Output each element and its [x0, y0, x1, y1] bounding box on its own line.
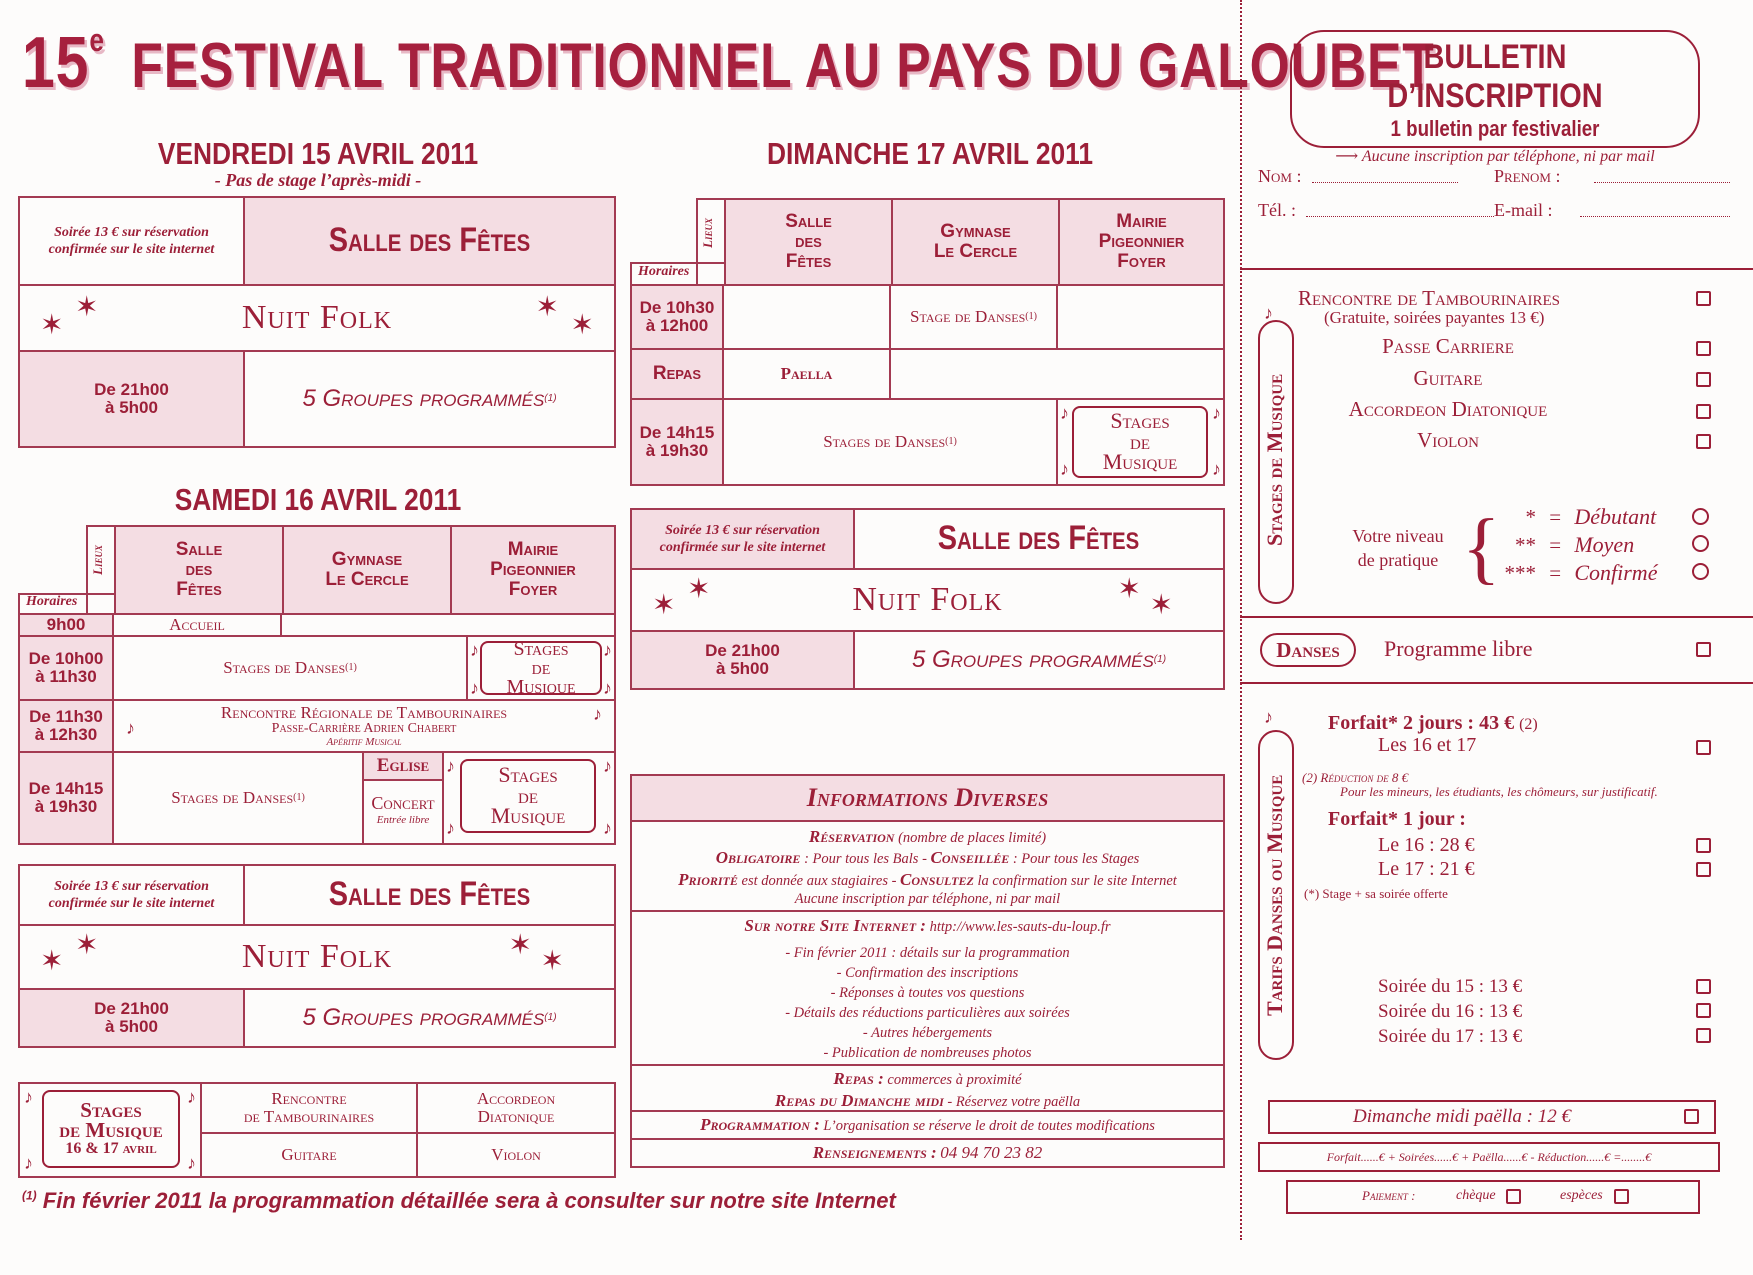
music-note-icon: ♪ — [24, 1087, 33, 1107]
concert: Concert Entrée libre — [364, 781, 444, 843]
email-label: E-mail : — [1494, 200, 1553, 220]
nuit-folk: ✶ ✶ Nuit Folk ✶ ✶ — [20, 286, 614, 352]
music-note-icon: ♪ — [470, 640, 479, 660]
festival-title — [22, 22, 1435, 104]
violon-checkbox[interactable] — [1696, 434, 1711, 449]
level-confirme: *** = Confirmé — [1504, 560, 1658, 585]
soiree-info: Soirée 13 € sur réservation confirmée sur le site internet — [632, 510, 855, 570]
music-note-icon: ♪ — [603, 640, 612, 660]
music-note-icon: ♪ — [446, 756, 455, 776]
danses-label: Danses — [1260, 633, 1356, 667]
star-icon: ✶ — [540, 946, 564, 977]
paiement-box: Paiement : chèque espèces — [1286, 1180, 1700, 1214]
music-note-icon: ♪ — [470, 678, 479, 698]
stage-offer: (*) Stage + sa soirée offerte — [1304, 886, 1448, 901]
repas: Repas — [632, 350, 724, 400]
bulletin-sub: 1 bulletin par festivalier — [1390, 116, 1600, 141]
dimanche-table — [630, 198, 1225, 486]
venue-gymnase: Gymnase Le Cercle — [282, 525, 450, 613]
star-icon: ✶ — [570, 310, 594, 341]
hours: De 21h00 à 5h00 — [20, 352, 245, 446]
forfait-16: Le 16 : 28 € — [1378, 834, 1475, 856]
venue-salle-des-fetes: Salle des Fêtes — [245, 198, 614, 286]
star-icon: ✶ — [40, 310, 64, 341]
music-note-icon: ♪ — [593, 704, 602, 724]
prenom-field[interactable] — [1594, 182, 1730, 183]
samedi-soiree-table — [18, 864, 616, 1048]
confirme-radio[interactable] — [1692, 563, 1709, 580]
reduction-sub: Pour les mineurs, les étudiants, les chômeurs, sur justificatif. — [1340, 784, 1658, 799]
music-note-icon: ♪ — [1060, 403, 1069, 423]
soiree-15: Soirée du 15 : 13 € — [1378, 976, 1523, 997]
passe-option: Passe Carriere — [1382, 334, 1514, 358]
soiree-17: Soirée du 17 : 13 € — [1378, 1026, 1523, 1047]
music-note-icon: ♪ — [24, 1153, 33, 1173]
stages-danses: Stages de Danses (1) — [724, 400, 1058, 484]
nom-label: Nom : — [1258, 166, 1302, 186]
venue-mairie: Mairie Pigeonnier Foyer — [1058, 198, 1225, 284]
stages-summary-box — [18, 1082, 616, 1178]
star-icon: ✶ — [1117, 574, 1141, 605]
venue-salle-des-fetes: Salle des Fêtes — [114, 525, 282, 613]
guitare: Guitare — [200, 1134, 418, 1176]
forfait-1-jour: Forfait* 1 jour : — [1328, 808, 1466, 830]
star-icon: ✶ — [535, 292, 559, 323]
forfait-2-checkbox[interactable] — [1696, 740, 1711, 755]
danses-checkbox[interactable] — [1696, 642, 1711, 657]
reservation-section: Réservation (nombre de places limité) Obligatoire : Pour tous les Bals - Conseillée : Pour tous les Stages Priorité est donnée aux stagiaires - Consultez la confirmation sur le site Internet Aucune inscription par téléphone, ni par mail — [632, 822, 1223, 912]
bulletin-warning: ⟶ Aucune inscription par téléphone, ni par mail — [1335, 148, 1655, 165]
groups-programmed: 5 Groupes programmés (1) — [911, 646, 1167, 674]
soiree-17-checkbox[interactable] — [1696, 1028, 1711, 1043]
rencontre-option: Rencontre de Tambourinaires — [1298, 286, 1560, 310]
paella-checkbox[interactable] — [1684, 1109, 1699, 1124]
level-moyen: ** = Moyen — [1515, 532, 1635, 557]
stages-musique-badge: Stages de Musique — [460, 759, 596, 833]
cheque-checkbox[interactable] — [1506, 1189, 1521, 1204]
rencontre-regionale: Rencontre Régionale de Tambourinaires — [220, 703, 508, 722]
hours: De 10h00 à 11h30 — [20, 637, 114, 701]
star-icon: ✶ — [508, 930, 532, 961]
site-section: Sur notre Site Internet : http://www.les-sauts-du-loup.fr - Fin février 2011 : détails sur la programmation - Confirmation des inscriptions - Réponses à toutes vos questions - Détails des réductions particulières aux soirées - Autres hébergements - Publication de nombreuses photos — [632, 912, 1223, 1066]
prenom-label: Prenom : — [1494, 166, 1561, 186]
music-note-icon: ♪ — [1212, 403, 1221, 423]
brace: { — [1462, 504, 1501, 592]
forfait-16-checkbox[interactable] — [1696, 838, 1711, 853]
accordeon-checkbox[interactable] — [1696, 404, 1711, 419]
violon-option: Violon — [1417, 428, 1479, 452]
accordeon-option: Accordeon Diatonique — [1348, 397, 1548, 421]
music-note-icon: ♪ — [1264, 303, 1273, 323]
festival-number: 15 — [22, 23, 90, 103]
lieux-corner — [18, 525, 114, 613]
music-note-icon: ♪ — [126, 718, 135, 738]
venue-salle-des-fetes: Salle des Fêtes — [245, 866, 614, 926]
informations-box — [630, 774, 1225, 1168]
bulletin-title: BULLETIN D’INSCRIPTION — [1387, 38, 1603, 115]
vendredi-subtitle: - Pas de stage l’après-midi - — [214, 170, 422, 190]
guitare-option: Guitare — [1413, 366, 1483, 390]
soiree-15-checkbox[interactable] — [1696, 979, 1711, 994]
groups-programmed: 5 Groupes programmés (1) — [302, 385, 557, 413]
stage-danses: Stage de Danses (1) — [891, 286, 1058, 350]
level-debutant: * = Débutant — [1525, 504, 1657, 529]
forfait-17-checkbox[interactable] — [1696, 862, 1711, 877]
music-note-icon: ♪ — [1060, 459, 1069, 479]
stages-danses: Stages de Danses (1) — [114, 637, 468, 701]
music-note-icon: ♪ — [1212, 459, 1221, 479]
stages-musique-badge: Stages de Musique — [480, 641, 602, 695]
programme-libre: Programme libre — [1384, 636, 1533, 661]
accordeon-diatonique: Accordeon Diatonique — [418, 1084, 614, 1134]
paella: Paella — [724, 350, 891, 400]
venue-gymnase: Gymnase Le Cercle — [891, 198, 1058, 284]
stages-danses: Stages de Danses (1) — [114, 753, 364, 843]
soiree-info: Soirée 13 € sur réservation confirmée sur le site internet — [20, 866, 245, 926]
moyen-radio[interactable] — [1692, 535, 1709, 552]
horaires-label: Horaires — [638, 264, 690, 279]
aperitif: Apéritif Musical — [326, 736, 402, 748]
hours: De 14h15 à 19h30 — [20, 753, 114, 843]
lieux-corner — [630, 198, 724, 284]
hours: De 21h00 à 5h00 — [20, 990, 245, 1046]
repas-section: Repas : commerces à proximité Repas du Dimanche midi - Réservez votre paëlla — [632, 1066, 1223, 1112]
rencontre-checkbox[interactable] — [1696, 291, 1711, 306]
eglise: Eglise — [364, 753, 444, 781]
email-field[interactable] — [1580, 216, 1730, 217]
rencontre-tambourinaires: Rencontre de Tambourinaires — [200, 1084, 418, 1134]
guitare-checkbox[interactable] — [1696, 372, 1711, 387]
forfait-2-jours-sub: Les 16 et 17 — [1378, 734, 1477, 756]
stages-musique-label: Stages de Musique 16 & 17 avril ♪ ♪ ♪ ♪ — [24, 1087, 196, 1173]
music-note-icon: ♪ — [1264, 707, 1273, 727]
nuit-folk: ✶ ✶ Nuit Folk ✶ ✶ — [20, 926, 614, 990]
tear-line — [1240, 0, 1242, 1240]
music-note-icon: ♪ — [187, 1153, 196, 1173]
vendredi-title: VENDREDI 15 AVRIL 2011 — [157, 136, 479, 171]
forfait-17: Le 17 : 21 € — [1378, 858, 1475, 880]
venue-mairie: Mairie Pigeonnier Foyer — [450, 525, 616, 613]
hours: De 14h15 à 19h30 — [632, 400, 724, 484]
groups-programmed: 5 Groupes programmés (1) — [302, 1004, 557, 1032]
horaires-label: Horaires — [26, 594, 78, 609]
stages-musique-badge: Stages de Musique — [1072, 406, 1208, 478]
total-box: Forfait......€ + Soirées......€ + Paëlla......€ - Réduction......€ =........€ — [1258, 1142, 1720, 1172]
lieux-label: Lieux — [700, 218, 715, 248]
music-note-icon: ♪ — [603, 678, 612, 698]
hours: De 10h30 à 12h00 — [632, 286, 724, 350]
tel-label: Tél. : — [1258, 200, 1296, 220]
soiree-16: Soirée du 16 : 13 € — [1378, 1001, 1523, 1022]
star-icon: ✶ — [652, 590, 676, 621]
hours: De 21h00 à 5h00 — [632, 632, 855, 688]
star-icon: ✶ — [75, 930, 99, 961]
violon: Violon — [491, 1145, 541, 1165]
soiree-info: Soirée 13 € sur réservation confirmée sur le site internet — [20, 198, 245, 286]
dimanche-soiree-table — [630, 508, 1225, 690]
venue-salle-des-fetes: Salle des Fêtes — [724, 198, 891, 284]
festival-name: FESTIVAL TRADITIONNEL AU PAYS DU GALOUBET — [131, 31, 1435, 101]
niveau-label: Votre niveau de pratique — [1352, 526, 1444, 571]
samedi-table — [18, 525, 616, 845]
renseignements-section: Renseignements : 04 94 70 23 82 — [812, 1142, 1043, 1162]
music-note-icon: ♪ — [603, 818, 612, 838]
star-icon: ✶ — [75, 292, 99, 323]
hours: De 11h30 à 12h30 — [20, 701, 114, 753]
festival-number-suffix: e — [89, 22, 105, 58]
debutant-radio[interactable] — [1692, 508, 1709, 525]
programmation-section: Programmation : L’organisation se réserve le droit de toutes modifications — [632, 1112, 1223, 1140]
samedi-title: SAMEDI 16 AVRIL 2011 — [174, 482, 462, 517]
accueil: Accueil — [114, 615, 282, 637]
vendredi-table — [18, 196, 616, 448]
reduction: (2) Réduction de 8 € — [1302, 770, 1409, 785]
music-note-icon: ♪ — [187, 1087, 196, 1107]
tarifs-side-label: Tarifs Danses ou Musique — [1262, 774, 1287, 1016]
forfait-2-jours: Forfait* 2 jours : 43 € (2) — [1328, 712, 1538, 734]
rencontre-sub: (Gratuite, soirées payantes 13 €) — [1324, 308, 1545, 327]
lieux-label: Lieux — [90, 545, 105, 575]
footnote: $^{(1)}$ Fin février 2011 la programmation détaillée sera à consulter sur notre site Internet — [22, 1188, 896, 1213]
music-note-icon: ♪ — [446, 818, 455, 838]
tel-field[interactable] — [1306, 216, 1494, 217]
especes-checkbox[interactable] — [1614, 1189, 1629, 1204]
bulletin-header — [1290, 30, 1700, 165]
nom-field[interactable] — [1312, 182, 1458, 183]
info-title: Informations Diverses — [632, 776, 1223, 822]
passe-checkbox[interactable] — [1696, 341, 1711, 356]
music-note-icon: ♪ — [603, 756, 612, 776]
star-icon: ✶ — [1149, 590, 1173, 621]
soiree-16-checkbox[interactable] — [1696, 1003, 1711, 1018]
arrow-right-icon: ⟶ — [1335, 148, 1359, 165]
site-url[interactable]: http://www.les-sauts-du-loup.fr — [929, 919, 1111, 935]
stages-musique-side-label: Stages de Musique — [1262, 373, 1287, 547]
passe-carriere: Passe-Carrière Adrien Chabert — [271, 721, 457, 736]
venue-salle-des-fetes: Salle des Fêtes — [855, 510, 1223, 570]
paella-box: Dimanche midi paëlla : 12 € — [1268, 1100, 1716, 1134]
nuit-folk: ✶ ✶ Nuit Folk ✶ ✶ — [632, 570, 1223, 632]
dimanche-title: DIMANCHE 17 AVRIL 2011 — [766, 136, 1094, 171]
rencontre-cell — [114, 701, 614, 753]
phone-number[interactable]: 04 94 70 23 82 — [940, 1142, 1043, 1162]
star-icon: ✶ — [687, 574, 711, 605]
hours: 9h00 — [20, 615, 114, 637]
star-icon: ✶ — [40, 946, 64, 977]
